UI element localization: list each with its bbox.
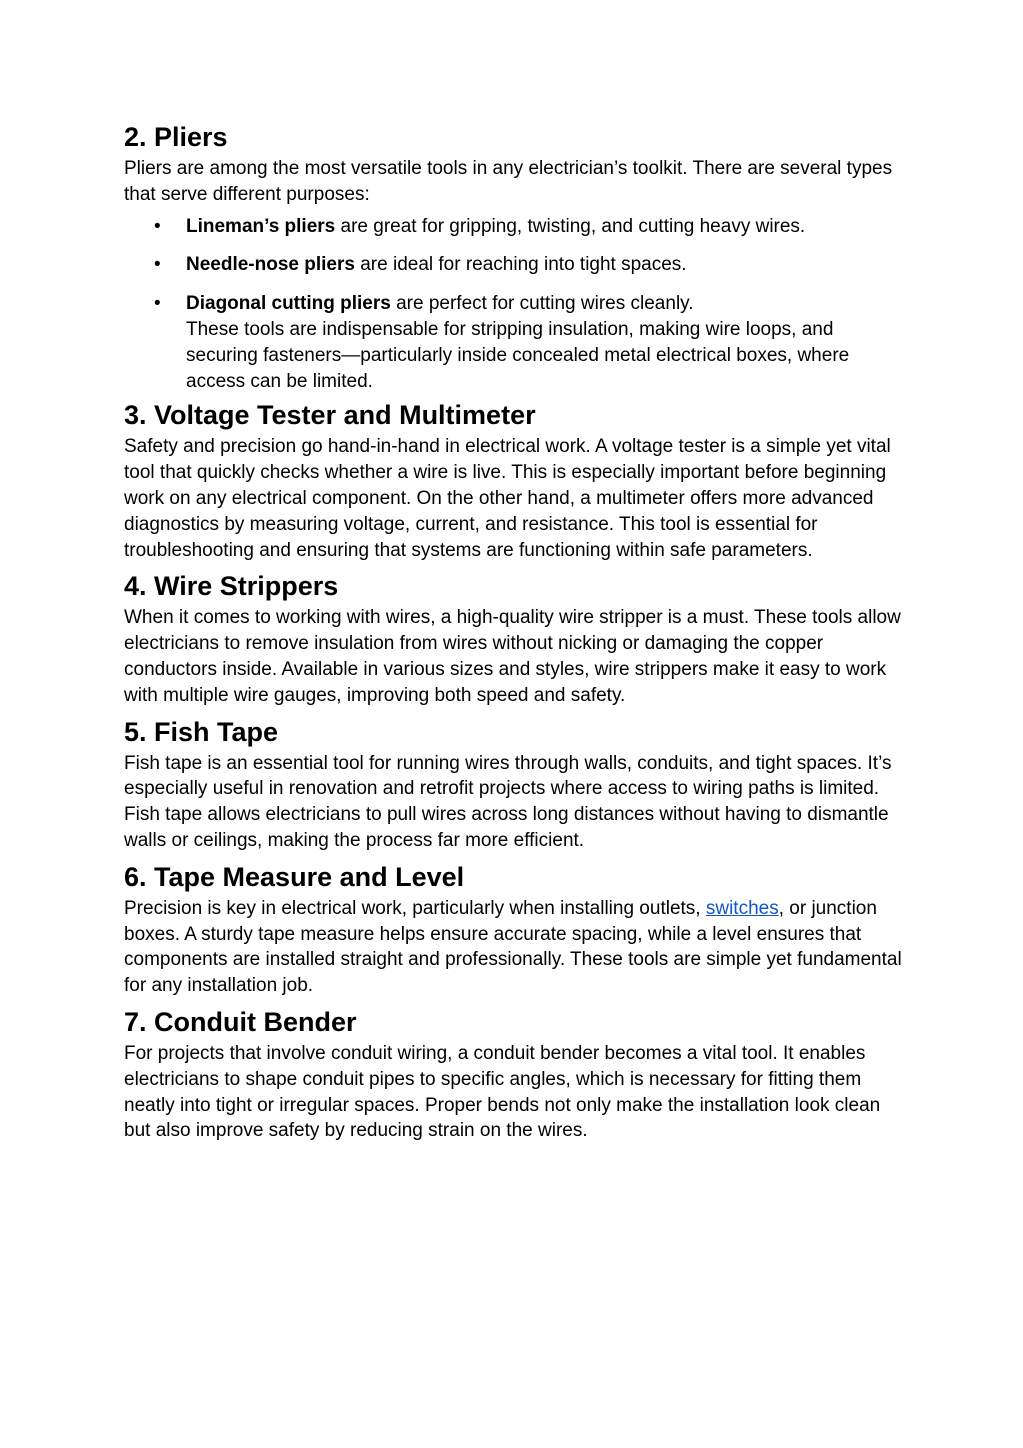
pliers-list xyxy=(124,214,904,395)
section-heading: 4. Wire Strippers xyxy=(124,571,339,602)
list-item-text: are ideal for reaching into tight spaces. xyxy=(354,254,687,276)
section-body: When it comes to working with wires, a high-quality wire stripper is a must. These tools allow electricians to remove insulation from wires without nicking or damaging the copper conductors inside. Available in various sizes and styles, wire strippers make it easy to work with multiple wire gauges, improving both speed and safety. xyxy=(124,607,901,706)
section-body: Fish tape is an essential tool for running wires through walls, conduits, and tight spaces. It’s especially useful in renovation and retrofit projects where access to wiring paths is limited. Fish tape allows electricians to pull wires across long distances without having to dismantle walls or ceilings, making the process far more efficient. xyxy=(124,752,892,851)
list-item xyxy=(124,252,904,278)
section-heading: 2. Pliers xyxy=(124,122,228,152)
section-tape-measure xyxy=(124,860,904,999)
section-fish-tape xyxy=(124,715,904,854)
section-conduit-bender xyxy=(124,1005,904,1144)
list-item-term: Lineman’s pliers xyxy=(186,215,336,237)
bullet-icon: • xyxy=(154,254,161,276)
body-text: , or junction boxes. A sturdy tape measure helps ensure accurate spacing, while a level ensures that components are installed straight and professionally. These tools are simple yet fundamental for any installation job. xyxy=(124,897,902,997)
list-item-term: Diagonal cutting pliers xyxy=(186,293,391,315)
section-wire-strippers xyxy=(124,569,904,708)
section-body: Safety and precision go hand-in-hand in electrical work. A voltage tester is a simple yet vital tool that quickly checks whether a wire is live. This is especially important before beginning work on any electrical component. On the other hand, a multimeter offers more advanced diagnostics by measuring voltage, current, and resistance. This tool is essential for troubleshooting and ensuring that systems are functioning within safe parameters. xyxy=(124,436,891,561)
switches-link[interactable]: switches xyxy=(705,897,779,919)
list-item-term: Needle-nose pliers xyxy=(186,254,355,276)
section-heading: 3. Voltage Tester and Multimeter xyxy=(124,400,536,431)
section-intro: Pliers are among the most versatile tools in any electrician’s toolkit. There are several types that serve different purposes: xyxy=(124,158,893,205)
section-pliers xyxy=(124,120,904,394)
bullet-icon: • xyxy=(154,215,161,237)
section-voltage-tester xyxy=(124,398,904,563)
section-heading: 7. Conduit Bender xyxy=(124,1006,357,1037)
bullet-icon: • xyxy=(154,293,161,315)
body-text: Precision is key in electrical work, particularly when installing outlets, xyxy=(124,897,706,919)
list-item-text: are great for gripping, twisting, and cutting heavy wires. xyxy=(335,215,806,237)
list-item xyxy=(124,291,904,394)
section-body: For projects that involve conduit wiring, a conduit bender becomes a vital tool. It enables electricians to shape conduit pipes to specific angles, which is necessary for fitting them neatly into tight or irregular spaces. Proper bends not only make the installation look clean but also improve safety by reducing strain on the wires. xyxy=(124,1042,881,1142)
section-body xyxy=(124,896,904,999)
list-item-continuation: These tools are indispensable for stripping insulation, making wire loops, and securing fasteners—particularly inside concealed metal electrical boxes, where access can be limited. xyxy=(186,318,850,392)
section-heading: 6. Tape Measure and Level xyxy=(124,861,465,892)
list-item-text: are perfect for cutting wires cleanly. xyxy=(390,293,694,315)
list-item xyxy=(124,214,904,240)
document-page xyxy=(124,120,904,1150)
section-heading: 5. Fish Tape xyxy=(124,716,279,747)
